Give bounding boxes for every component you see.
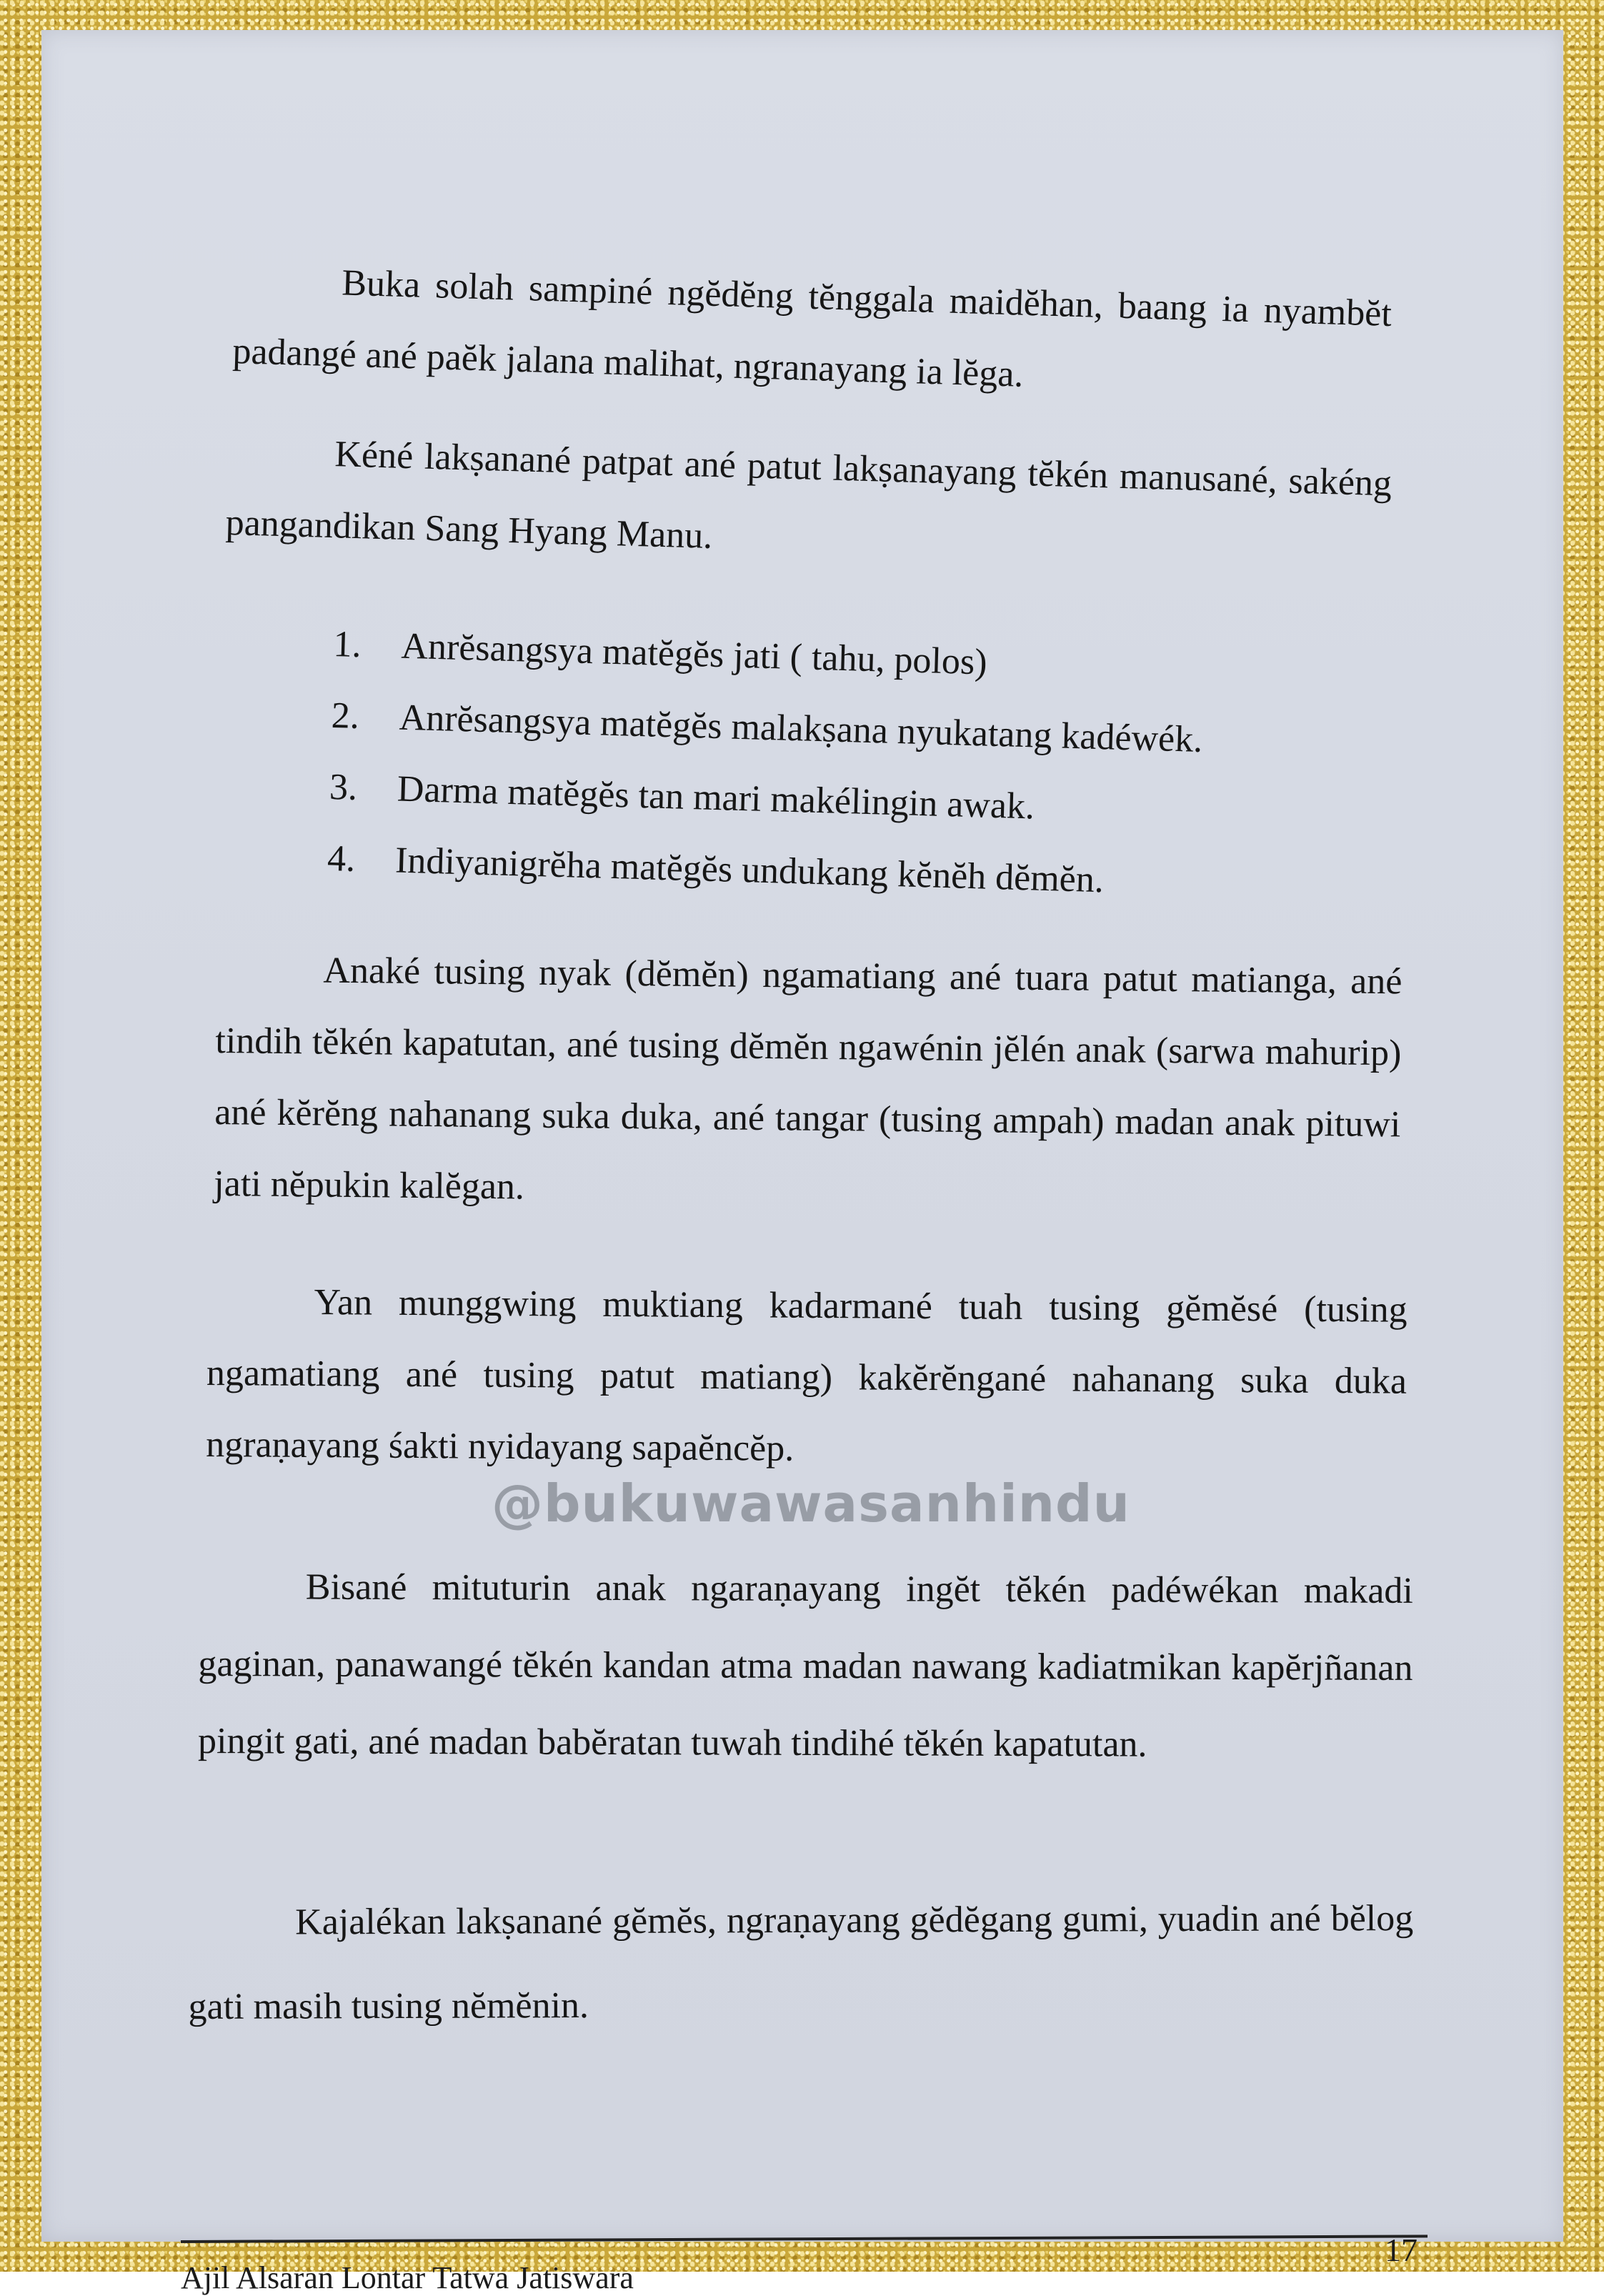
paragraph-4 [206, 1266, 1408, 1489]
list-number: 1. [332, 623, 362, 666]
running-title: Ajil Alsaran Lontar Tatwa Jatiswara [181, 2260, 634, 2295]
list-item-text: Anrĕsangsya matĕgĕs malakṣana nyukatang kadéwék. [398, 697, 1203, 760]
paragraph-1 [231, 244, 1393, 422]
page-number: 17 [1385, 2232, 1418, 2268]
paragraph-text: Yan munggwing muktiang kadarmané tuah tusing gĕmĕsé (tusing ngamatiang ané tusing patut matiang) kakĕrĕngané nahanang suka duka ngraṇayang śakti nyidayang sapaĕncĕp. [206, 1282, 1408, 1469]
paragraph-3 [214, 934, 1403, 1232]
paragraph-5 [198, 1549, 1413, 1784]
list-item-text: Indiyanigrĕha matĕgĕs undukang kĕnĕh dĕmĕn. [394, 840, 1105, 901]
paragraph-text: Kajalékan lakṣanané gĕmĕs, ngraṇayang gĕdĕgang gumi, yuadin ané bĕlog gati masih tusing nĕmĕnin. [188, 1898, 1414, 2027]
watermark: @bukuwawasanhindu [492, 1473, 1130, 1534]
list-number: 2. [331, 695, 360, 737]
paragraph-text: Bisané mituturin anak ngaraṇayang ingĕt tĕkén padéwékan makadi gaginan, panawangé tĕkén kandan atma madan nawang kadiatmikan kapĕrjñanan pingit gati, ané madan babĕratan tuwah tindihé tĕkén kapatutan. [197, 1566, 1413, 1765]
numbered-list [327, 609, 1349, 923]
book-page [41, 30, 1563, 2295]
list-item-text: Anrĕsangsya matĕgĕs jati ( tahu, polos) [400, 625, 988, 683]
paragraph-text: Kéné lakṣanané patpat ané patut lakṣanayang tĕkén manusané, sakéng pangandikan Sang Hyang Manu. [225, 434, 1393, 557]
paragraph-text: Buka solah sampiné ngĕdĕng tĕnggala maidĕhan, baang ia nyambĕt padangé ané paĕk jalana malihat, ngranayang ia lĕga. [231, 262, 1393, 395]
list-item-text: Darma matĕgĕs tan mari makélingin awak. [397, 768, 1035, 828]
paragraph-text: Anaké tusing nyak (dĕmĕn) ngamatiang ané tuara patut matianga, ané tindih tĕkén kapatutan, ané tusing dĕmĕn ngawénin jĕlén anak (sarwa mahurip) ané kĕrĕng nahanang suka duka, ané tangar (tusing ampah) madan anak pituwi jati nĕpukin kalĕgan. [214, 950, 1403, 1208]
list-number: 3. [329, 766, 358, 808]
paragraph-2 [224, 416, 1393, 591]
list-number: 4. [327, 838, 357, 880]
paragraph-6 [188, 1877, 1414, 2049]
